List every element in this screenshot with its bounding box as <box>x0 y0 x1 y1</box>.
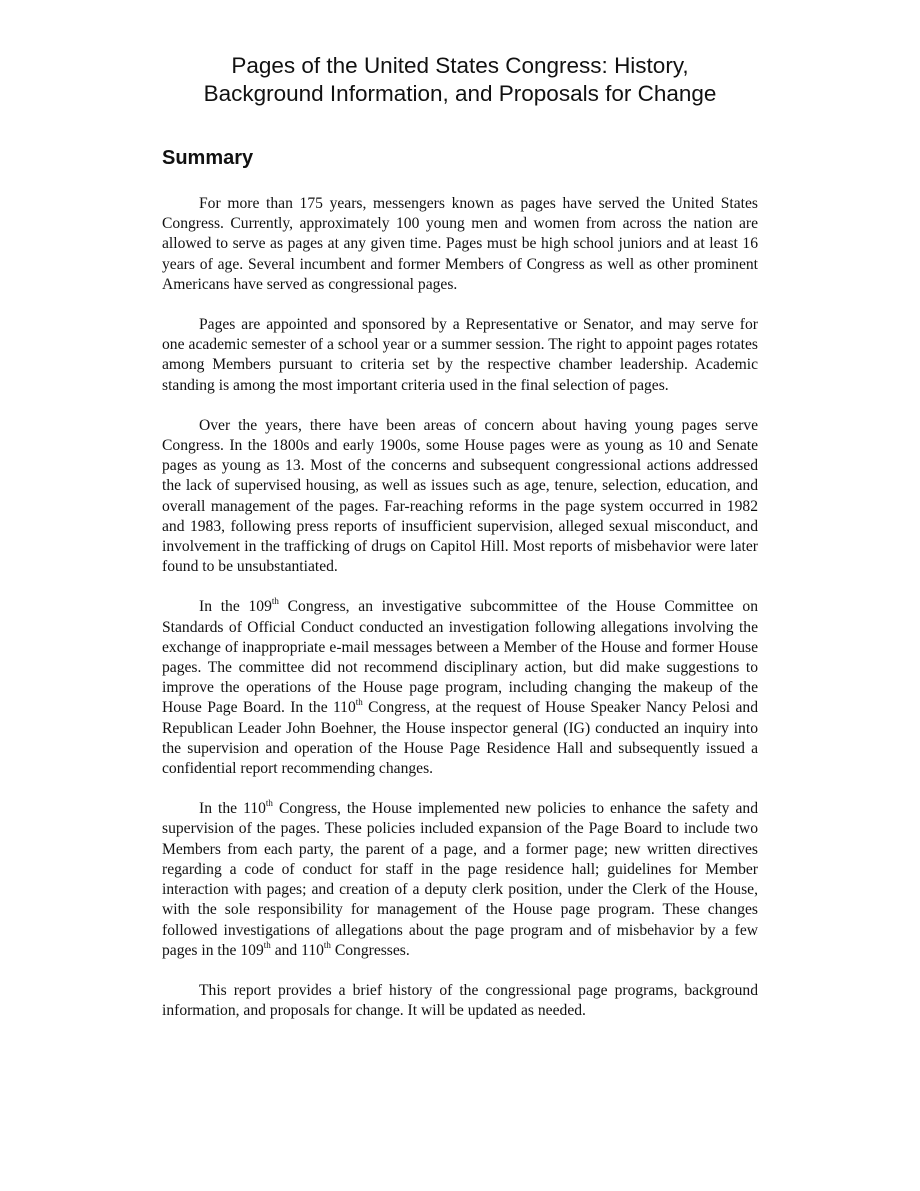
document-title: Pages of the United States Congress: History, Background Information, and Proposals for Change <box>203 53 717 106</box>
summary-body <box>162 194 758 1021</box>
document-page <box>162 52 758 1041</box>
summary-paragraph-4: In the 109th Congress, an investigative subcommittee of the House Committee on Standards of Official Conduct conducted an investigation following allegations involving the exchange of inappropriate e-mail messages between a Member of the House and former House pages. The committee did not recommend disciplinary action, but did make suggestions to improve the operations of the House page program, including changing the makeup of the House Page Board. In the 110th Congress, at the request of House Speaker Nancy Pelosi and Republican Leader John Boehner, the House inspector general (IG) conducted an inquiry into the supervision and operation of the House Page Residence Hall and subsequently issued a confidential report recommending changes. <box>162 596 759 778</box>
ordinal-suffix: th <box>323 939 331 950</box>
ordinal-suffix: th <box>263 939 271 950</box>
summary-paragraph-1: For more than 175 years, messengers known as pages have served the United States Congress. Currently, approximately 100 young men and women from across the nation are allowed to serve as pages at any given time. Pages must be high school juniors and at least 16 years of age. Several incumbent and former Members of Congress as well as other prominent Americans have served as congressional pages. <box>162 195 758 293</box>
summary-paragraph-2: Pages are appointed and sponsored by a Representative or Senator, and may serve for one academic semester of a school year or a summer session. The right to appoint pages rotates among Members pursuant to criteria set by the respective chamber leadership. Academic standing is among the most important criteria used in the final selection of pages. <box>162 316 758 394</box>
summary-paragraph-3: Over the years, there have been areas of concern about having young pages serve Congress. In the 1800s and early 1900s, some House pages were as young as 10 and Senate pages as young as 13. Most of the concerns and subsequent congressional actions addressed the lack of supervised housing, as well as issues such as age, tenure, selection, education, and overall management of the pages. Far-reaching reforms in the page system occurred in 1982 and 1983, following press reports of insufficient supervision, alleged sexual misconduct, and involvement in the trafficking of drugs on Capitol Hill. Most reports of misbehavior were later found to be unsubstantiated. <box>162 416 758 576</box>
summary-paragraph-6: This report provides a brief history of the congressional page programs, background information, and proposals for change. It will be updated as needed. <box>162 981 758 1020</box>
summary-heading: Summary <box>162 147 254 169</box>
summary-paragraph-5: In the 110th Congress, the House implemented new policies to enhance the safety and supervision of the pages. These policies included expansion of the Page Board to include two Members from each party, the parent of a page, and a former page; new written directives regarding a code of conduct for staff in the page residence hall; guidelines for Member interaction with pages; and creation of a deputy clerk position, under the Clerk of the House, with the sole responsibility for management of the House page program. These changes followed investigations of allegations about the page program and of misbehavior by a few pages in the 109th and 110th Congresses. <box>162 798 758 959</box>
ordinal-suffix: th <box>265 798 273 809</box>
ordinal-suffix: th <box>355 697 363 708</box>
ordinal-suffix: th <box>271 596 279 607</box>
